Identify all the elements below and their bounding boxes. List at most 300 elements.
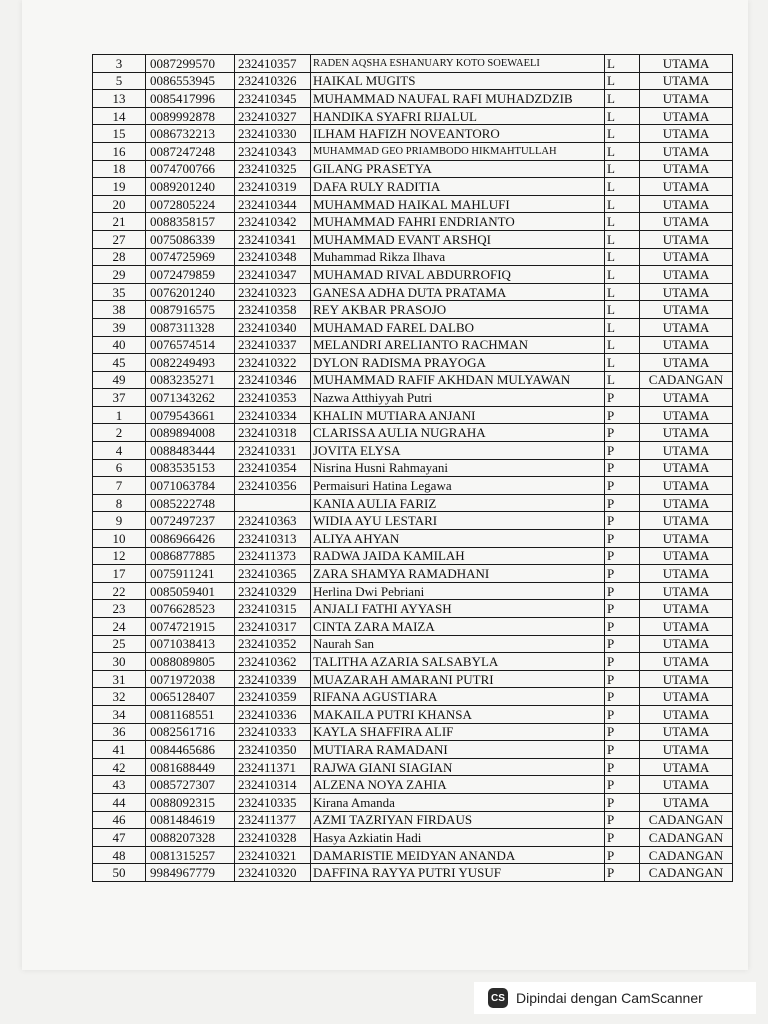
student-name: DYLON RADISMA PRAYOGA <box>311 354 605 372</box>
row-number: 9 <box>93 512 146 530</box>
row-number: 8 <box>93 494 146 512</box>
student-name: CINTA ZARA MAIZA <box>311 618 605 636</box>
status-cell: UTAMA <box>640 635 733 653</box>
student-name: Hasya Azkiatin Hadi <box>311 829 605 847</box>
nisn-cell: 0088092315 <box>146 793 235 811</box>
row-number: 46 <box>93 811 146 829</box>
nis-cell: 232410315 <box>235 600 311 618</box>
nisn-cell: 0075911241 <box>146 565 235 583</box>
gender-cell: P <box>605 477 640 495</box>
table-row <box>93 389 733 407</box>
status-cell: UTAMA <box>640 618 733 636</box>
status-cell: CADANGAN <box>640 846 733 864</box>
nisn-cell: 0076628523 <box>146 600 235 618</box>
student-name: MUHAMMAD FAHRI ENDRIANTO <box>311 213 605 231</box>
student-name: MUTIARA RAMADANI <box>311 741 605 759</box>
row-number: 22 <box>93 582 146 600</box>
student-name: RAJWA GIANI SIAGIAN <box>311 758 605 776</box>
gender-cell: P <box>605 723 640 741</box>
student-name: MUHAMMAD GEO PRIAMBODO HIKMAHTULLAH <box>311 142 605 160</box>
row-number: 29 <box>93 266 146 284</box>
camscanner-watermark <box>474 982 756 1014</box>
status-cell: UTAMA <box>640 547 733 565</box>
gender-cell: P <box>605 688 640 706</box>
student-name: MUHAMMAD RAFIF AKHDAN MULYAWAN <box>311 371 605 389</box>
nisn-cell: 0089201240 <box>146 178 235 196</box>
gender-cell: P <box>605 494 640 512</box>
nis-cell: 232410317 <box>235 618 311 636</box>
student-name: Permaisuri Hatina Legawa <box>311 477 605 495</box>
status-cell: UTAMA <box>640 213 733 231</box>
student-name: Kirana Amanda <box>311 793 605 811</box>
student-name: TALITHA AZARIA SALSABYLA <box>311 653 605 671</box>
student-name: ZARA SHAMYA RAMADHANI <box>311 565 605 583</box>
status-cell: UTAMA <box>640 160 733 178</box>
nis-cell: 232410356 <box>235 477 311 495</box>
student-name: Naurah San <box>311 635 605 653</box>
nis-cell: 232410358 <box>235 301 311 319</box>
nis-cell: 232410340 <box>235 318 311 336</box>
gender-cell: P <box>605 530 640 548</box>
nis-cell: 232410342 <box>235 213 311 231</box>
row-number: 38 <box>93 301 146 319</box>
student-name: Nazwa Atthiyyah Putri <box>311 389 605 407</box>
table-row <box>93 494 733 512</box>
row-number: 31 <box>93 670 146 688</box>
table-row <box>93 318 733 336</box>
nisn-cell: 0071972038 <box>146 670 235 688</box>
nis-cell: 232410365 <box>235 565 311 583</box>
student-name: RADEN AQSHA ESHANUARY KOTO SOEWAELI <box>311 55 605 73</box>
row-number: 19 <box>93 178 146 196</box>
nisn-cell: 0084465686 <box>146 741 235 759</box>
status-cell: UTAMA <box>640 55 733 73</box>
nisn-cell: 0085059401 <box>146 582 235 600</box>
nis-cell: 232410321 <box>235 846 311 864</box>
nis-cell: 232410320 <box>235 864 311 882</box>
nis-cell: 232410336 <box>235 705 311 723</box>
camscanner-logo: CS <box>488 988 508 1008</box>
table-row <box>93 758 733 776</box>
nis-cell: 232410346 <box>235 371 311 389</box>
gender-cell: L <box>605 283 640 301</box>
table-row <box>93 565 733 583</box>
nis-cell: 232410319 <box>235 178 311 196</box>
row-number: 25 <box>93 635 146 653</box>
table-row <box>93 406 733 424</box>
nis-cell: 232410314 <box>235 776 311 794</box>
nis-cell: 232411377 <box>235 811 311 829</box>
gender-cell: L <box>605 213 640 231</box>
table-row <box>93 829 733 847</box>
student-table-wrapper <box>92 54 733 882</box>
student-name: ILHAM HAFIZH NOVEANTORO <box>311 125 605 143</box>
nis-cell: 232410318 <box>235 424 311 442</box>
row-number: 12 <box>93 547 146 565</box>
status-cell: UTAMA <box>640 670 733 688</box>
gender-cell: L <box>605 178 640 196</box>
nis-cell: 232410352 <box>235 635 311 653</box>
gender-cell: P <box>605 793 640 811</box>
student-name: ALZENA NOYA ZAHIA <box>311 776 605 794</box>
row-number: 5 <box>93 72 146 90</box>
gender-cell: P <box>605 705 640 723</box>
student-name: GANESA ADHA DUTA PRATAMA <box>311 283 605 301</box>
nis-cell: 232410348 <box>235 248 311 266</box>
table-row <box>93 424 733 442</box>
gender-cell: P <box>605 811 640 829</box>
nisn-cell: 0085417996 <box>146 90 235 108</box>
nis-cell: 232410343 <box>235 142 311 160</box>
student-name: HAIKAL MUGITS <box>311 72 605 90</box>
row-number: 7 <box>93 477 146 495</box>
gender-cell: P <box>605 600 640 618</box>
table-row <box>93 530 733 548</box>
student-name: WIDIA AYU LESTARI <box>311 512 605 530</box>
row-number: 30 <box>93 653 146 671</box>
status-cell: UTAMA <box>640 336 733 354</box>
nis-cell: 232410350 <box>235 741 311 759</box>
row-number: 3 <box>93 55 146 73</box>
nisn-cell: 0079543661 <box>146 406 235 424</box>
student-name: MUHAMAD RIVAL ABDURROFIQ <box>311 266 605 284</box>
student-name: MAKAILA PUTRI KHANSA <box>311 705 605 723</box>
student-name: KANIA AULIA FARIZ <box>311 494 605 512</box>
nisn-cell: 0089992878 <box>146 107 235 125</box>
nis-cell: 232410328 <box>235 829 311 847</box>
nis-cell: 232410354 <box>235 459 311 477</box>
row-number: 2 <box>93 424 146 442</box>
nis-cell: 232410362 <box>235 653 311 671</box>
row-number: 49 <box>93 371 146 389</box>
student-name: MUHAMMAD EVANT ARSHQI <box>311 230 605 248</box>
row-number: 47 <box>93 829 146 847</box>
row-number: 42 <box>93 758 146 776</box>
status-cell: UTAMA <box>640 477 733 495</box>
gender-cell: P <box>605 565 640 583</box>
nis-cell: 232410325 <box>235 160 311 178</box>
gender-cell: P <box>605 776 640 794</box>
status-cell: UTAMA <box>640 582 733 600</box>
row-number: 27 <box>93 230 146 248</box>
table-row <box>93 195 733 213</box>
row-number: 36 <box>93 723 146 741</box>
gender-cell: P <box>605 406 640 424</box>
nisn-cell: 0074721915 <box>146 618 235 636</box>
table-row <box>93 213 733 231</box>
nisn-cell: 0072805224 <box>146 195 235 213</box>
table-row <box>93 55 733 73</box>
status-cell: UTAMA <box>640 565 733 583</box>
table-row <box>93 688 733 706</box>
nisn-cell: 0088207328 <box>146 829 235 847</box>
row-number: 15 <box>93 125 146 143</box>
student-name: RADWA JAIDA KAMILAH <box>311 547 605 565</box>
status-cell: CADANGAN <box>640 864 733 882</box>
status-cell: UTAMA <box>640 512 733 530</box>
row-number: 37 <box>93 389 146 407</box>
status-cell: UTAMA <box>640 301 733 319</box>
row-number: 1 <box>93 406 146 424</box>
table-row <box>93 90 733 108</box>
camscanner-text: Dipindai dengan CamScanner <box>516 990 703 1006</box>
table-row <box>93 793 733 811</box>
nisn-cell: 0087299570 <box>146 55 235 73</box>
table-row <box>93 336 733 354</box>
status-cell: UTAMA <box>640 459 733 477</box>
nis-cell: 232410344 <box>235 195 311 213</box>
table-row <box>93 618 733 636</box>
nis-cell: 232410337 <box>235 336 311 354</box>
status-cell: UTAMA <box>640 705 733 723</box>
row-number: 48 <box>93 846 146 864</box>
status-cell: UTAMA <box>640 389 733 407</box>
gender-cell: P <box>605 582 640 600</box>
nisn-cell: 0087916575 <box>146 301 235 319</box>
table-row <box>93 512 733 530</box>
nis-cell: 232410339 <box>235 670 311 688</box>
gender-cell: L <box>605 248 640 266</box>
nisn-cell: 0086877885 <box>146 547 235 565</box>
nis-cell: 232410322 <box>235 354 311 372</box>
nis-cell: 232410326 <box>235 72 311 90</box>
row-number: 6 <box>93 459 146 477</box>
nisn-cell: 0086966426 <box>146 530 235 548</box>
nisn-cell: 0086553945 <box>146 72 235 90</box>
table-row <box>93 142 733 160</box>
nis-cell: 232410341 <box>235 230 311 248</box>
nis-cell: 232410323 <box>235 283 311 301</box>
gender-cell: P <box>605 618 640 636</box>
row-number: 45 <box>93 354 146 372</box>
student-name: DAFFINA RAYYA PUTRI YUSUF <box>311 864 605 882</box>
nis-cell: 232411371 <box>235 758 311 776</box>
row-number: 24 <box>93 618 146 636</box>
table-row <box>93 776 733 794</box>
gender-cell: P <box>605 653 640 671</box>
status-cell: UTAMA <box>640 723 733 741</box>
status-cell: UTAMA <box>640 266 733 284</box>
nis-cell: 232410331 <box>235 442 311 460</box>
table-row <box>93 600 733 618</box>
status-cell: UTAMA <box>640 90 733 108</box>
gender-cell: P <box>605 459 640 477</box>
status-cell: UTAMA <box>640 741 733 759</box>
nisn-cell: 0088089805 <box>146 653 235 671</box>
nisn-cell: 0072497237 <box>146 512 235 530</box>
row-number: 39 <box>93 318 146 336</box>
student-name: REY AKBAR PRASOJO <box>311 301 605 319</box>
nisn-cell: 0071343262 <box>146 389 235 407</box>
gender-cell: P <box>605 864 640 882</box>
gender-cell: P <box>605 741 640 759</box>
row-number: 50 <box>93 864 146 882</box>
student-name: RIFANA AGUSTIARA <box>311 688 605 706</box>
nis-cell: 232410330 <box>235 125 311 143</box>
nisn-cell: 0083235271 <box>146 371 235 389</box>
table-row <box>93 653 733 671</box>
row-number: 23 <box>93 600 146 618</box>
nisn-cell: 0081168551 <box>146 705 235 723</box>
gender-cell: L <box>605 371 640 389</box>
student-name: KAYLA SHAFFIRA ALIF <box>311 723 605 741</box>
gender-cell: P <box>605 547 640 565</box>
student-name: MUHAMAD FAREL DALBO <box>311 318 605 336</box>
gender-cell: P <box>605 512 640 530</box>
status-cell: UTAMA <box>640 776 733 794</box>
gender-cell: P <box>605 389 640 407</box>
status-cell: CADANGAN <box>640 829 733 847</box>
status-cell: UTAMA <box>640 793 733 811</box>
gender-cell: L <box>605 107 640 125</box>
student-name: HANDIKA SYAFRI RIJALUL <box>311 107 605 125</box>
table-row <box>93 864 733 882</box>
table-row <box>93 442 733 460</box>
table-row <box>93 670 733 688</box>
row-number: 13 <box>93 90 146 108</box>
status-cell: UTAMA <box>640 142 733 160</box>
nisn-cell: 0076574514 <box>146 336 235 354</box>
table-row <box>93 741 733 759</box>
nisn-cell: 9984967779 <box>146 864 235 882</box>
row-number: 4 <box>93 442 146 460</box>
nis-cell <box>235 494 311 512</box>
nis-cell: 232410345 <box>235 90 311 108</box>
gender-cell: P <box>605 758 640 776</box>
table-row <box>93 125 733 143</box>
table-row <box>93 459 733 477</box>
student-table <box>92 54 733 882</box>
table-row <box>93 354 733 372</box>
row-number: 14 <box>93 107 146 125</box>
nis-cell: 232411373 <box>235 547 311 565</box>
status-cell: UTAMA <box>640 653 733 671</box>
row-number: 17 <box>93 565 146 583</box>
table-row <box>93 705 733 723</box>
table-row <box>93 723 733 741</box>
gender-cell: L <box>605 266 640 284</box>
student-name: GILANG PRASETYA <box>311 160 605 178</box>
nisn-cell: 0083535153 <box>146 459 235 477</box>
nis-cell: 232410347 <box>235 266 311 284</box>
row-number: 32 <box>93 688 146 706</box>
status-cell: CADANGAN <box>640 811 733 829</box>
nis-cell: 232410353 <box>235 389 311 407</box>
gender-cell: L <box>605 230 640 248</box>
student-name: ALIYA AHYAN <box>311 530 605 548</box>
status-cell: UTAMA <box>640 600 733 618</box>
row-number: 21 <box>93 213 146 231</box>
gender-cell: L <box>605 90 640 108</box>
gender-cell: L <box>605 336 640 354</box>
gender-cell: P <box>605 829 640 847</box>
nisn-cell: 0085727307 <box>146 776 235 794</box>
status-cell: UTAMA <box>640 442 733 460</box>
table-row <box>93 635 733 653</box>
row-number: 18 <box>93 160 146 178</box>
nisn-cell: 0082561716 <box>146 723 235 741</box>
nisn-cell: 0089894008 <box>146 424 235 442</box>
nisn-cell: 0081484619 <box>146 811 235 829</box>
table-row <box>93 477 733 495</box>
nis-cell: 232410359 <box>235 688 311 706</box>
nis-cell: 232410333 <box>235 723 311 741</box>
row-number: 28 <box>93 248 146 266</box>
student-name: AZMI TAZRIYAN FIRDAUS <box>311 811 605 829</box>
nisn-cell: 0087247248 <box>146 142 235 160</box>
student-table-body <box>93 55 733 882</box>
row-number: 40 <box>93 336 146 354</box>
status-cell: UTAMA <box>640 72 733 90</box>
gender-cell: L <box>605 55 640 73</box>
gender-cell: L <box>605 318 640 336</box>
status-cell: UTAMA <box>640 178 733 196</box>
scanned-page <box>22 0 748 970</box>
status-cell: UTAMA <box>640 354 733 372</box>
nisn-cell: 0074725969 <box>146 248 235 266</box>
nisn-cell: 0081688449 <box>146 758 235 776</box>
row-number: 20 <box>93 195 146 213</box>
table-row <box>93 230 733 248</box>
nis-cell: 232410335 <box>235 793 311 811</box>
nisn-cell: 0082249493 <box>146 354 235 372</box>
nis-cell: 232410313 <box>235 530 311 548</box>
status-cell: UTAMA <box>640 248 733 266</box>
gender-cell: L <box>605 354 640 372</box>
nisn-cell: 0075086339 <box>146 230 235 248</box>
student-name: MELANDRI ARELIANTO RACHMAN <box>311 336 605 354</box>
status-cell: UTAMA <box>640 318 733 336</box>
status-cell: UTAMA <box>640 530 733 548</box>
row-number: 16 <box>93 142 146 160</box>
nisn-cell: 0085222748 <box>146 494 235 512</box>
nisn-cell: 0088358157 <box>146 213 235 231</box>
student-name: Muhammad Rikza Ilhava <box>311 248 605 266</box>
table-row <box>93 72 733 90</box>
table-row <box>93 301 733 319</box>
student-name: Herlina Dwi Pebriani <box>311 582 605 600</box>
nisn-cell: 0072479859 <box>146 266 235 284</box>
nis-cell: 232410334 <box>235 406 311 424</box>
student-name: MUAZARAH AMARANI PUTRI <box>311 670 605 688</box>
nisn-cell: 0081315257 <box>146 846 235 864</box>
table-row <box>93 371 733 389</box>
table-row <box>93 283 733 301</box>
nisn-cell: 0087311328 <box>146 318 235 336</box>
status-cell: UTAMA <box>640 406 733 424</box>
student-name: MUHAMMAD NAUFAL RAFI MUHADZDZIB <box>311 90 605 108</box>
row-number: 43 <box>93 776 146 794</box>
nisn-cell: 0065128407 <box>146 688 235 706</box>
student-name: KHALIN MUTIARA ANJANI <box>311 406 605 424</box>
gender-cell: P <box>605 442 640 460</box>
student-name: ANJALI FATHI AYYASH <box>311 600 605 618</box>
gender-cell: L <box>605 195 640 213</box>
row-number: 44 <box>93 793 146 811</box>
nisn-cell: 0076201240 <box>146 283 235 301</box>
table-row <box>93 266 733 284</box>
table-row <box>93 107 733 125</box>
student-name: DAFA RULY RADITIA <box>311 178 605 196</box>
student-name: DAMARISTIE MEIDYAN ANANDA <box>311 846 605 864</box>
gender-cell: L <box>605 142 640 160</box>
gender-cell: P <box>605 635 640 653</box>
row-number: 35 <box>93 283 146 301</box>
status-cell: UTAMA <box>640 758 733 776</box>
table-row <box>93 178 733 196</box>
table-row <box>93 811 733 829</box>
row-number: 41 <box>93 741 146 759</box>
